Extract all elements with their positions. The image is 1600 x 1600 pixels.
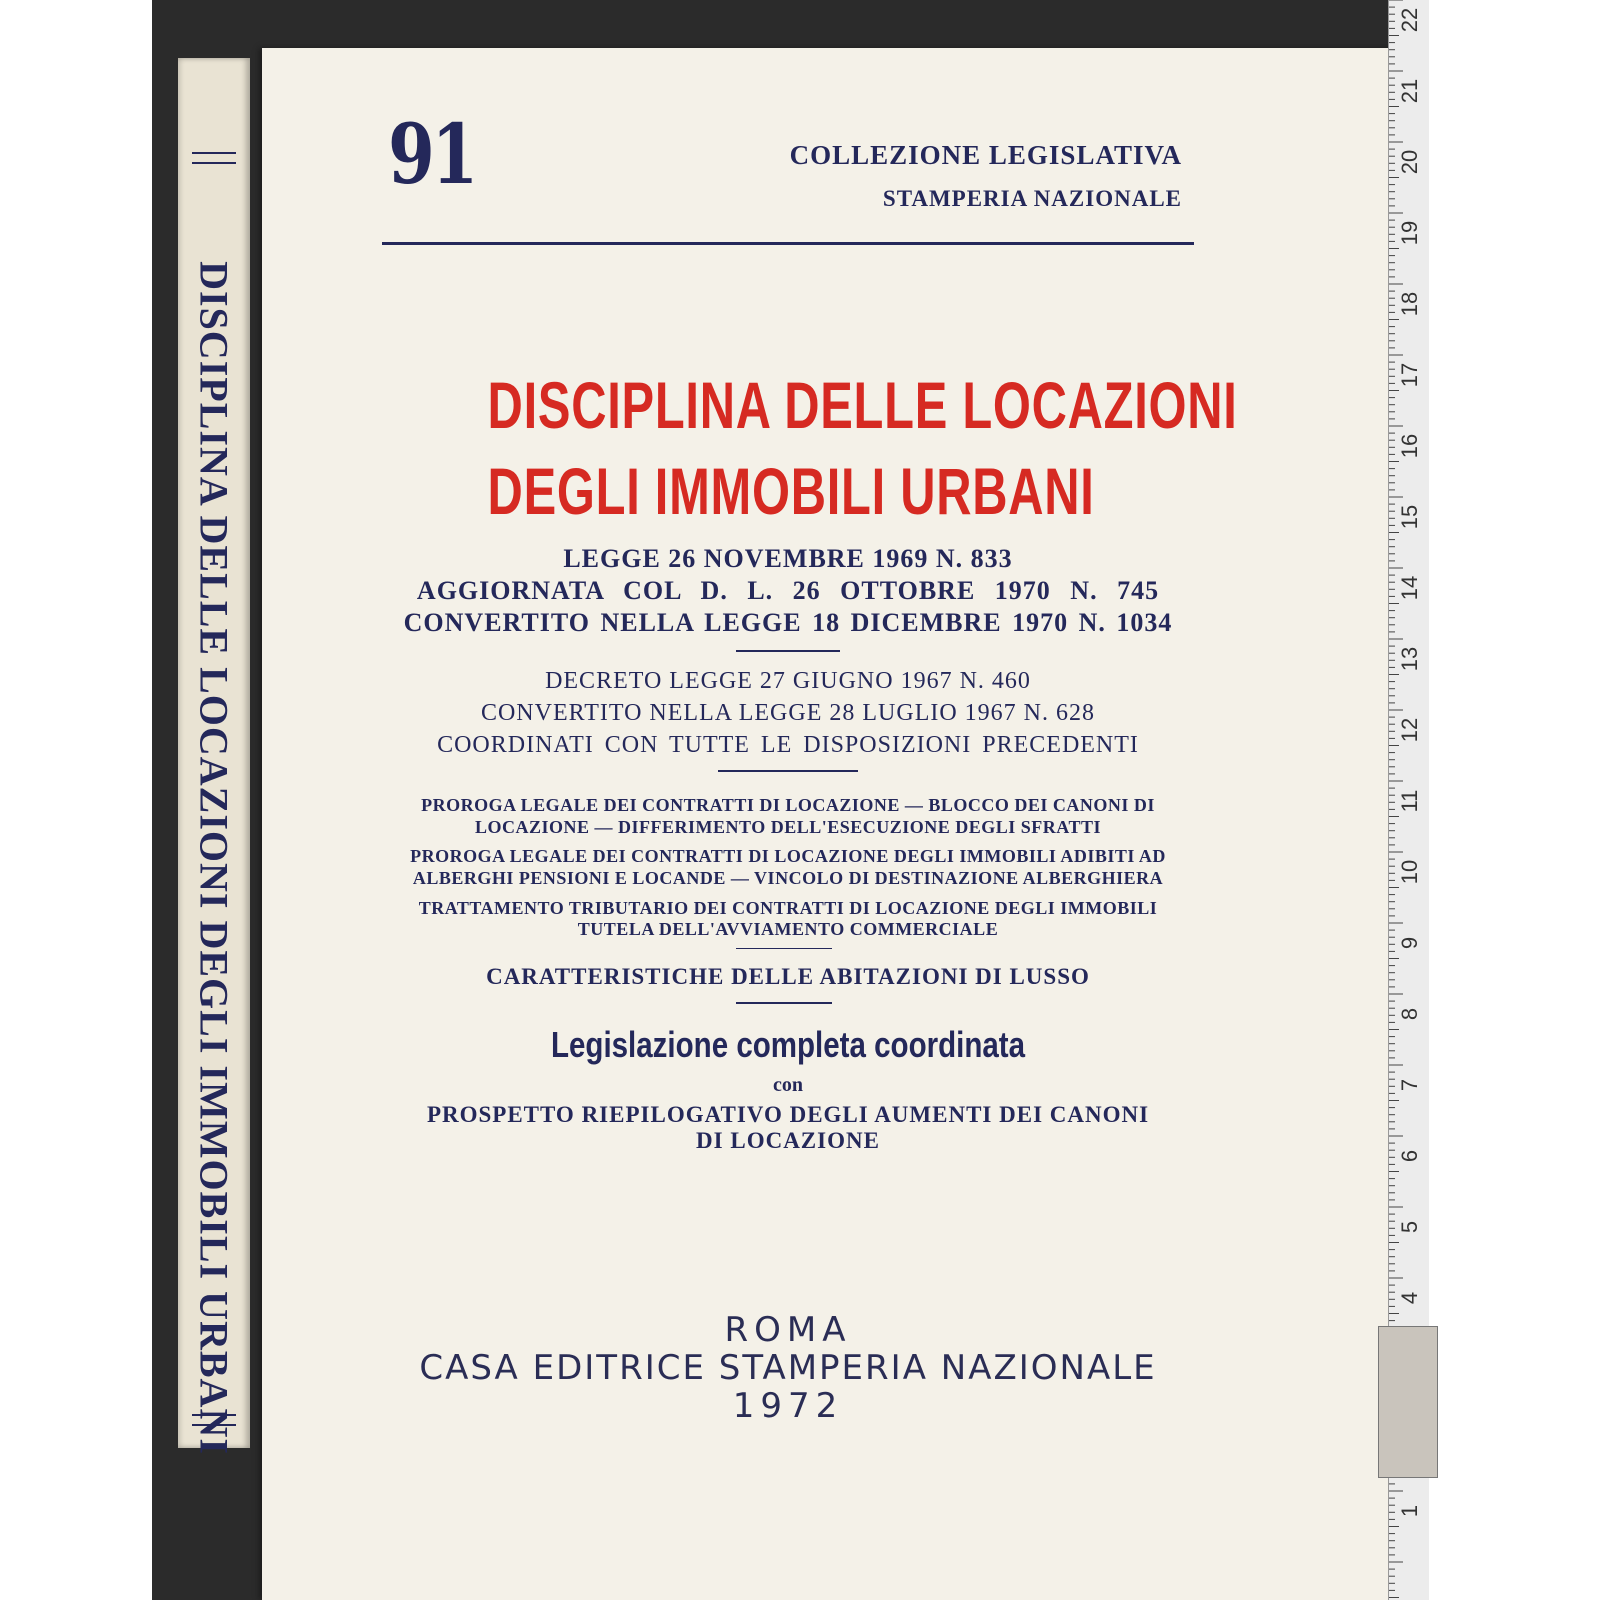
complete-legislation: Legislazione completa coordinata (550, 1024, 1026, 1065)
topic-line-3: PROROGA LEGALE DEI CONTRATTI DI LOCAZIONE DEGLI IMMOBILI ADIBITI AD (410, 846, 1166, 866)
decree-line-1: DECRETO LEGGE 27 GIUGNO 1967 N. 460 (545, 668, 1031, 694)
spine-bottom-rule (192, 1414, 236, 1426)
summary-line-1: PROSPETTO RIEPILOGATIVO DEGLI AUMENTI DEI CANONI (426, 1102, 1150, 1127)
book-cover (262, 48, 1394, 1600)
rule-3 (736, 948, 832, 949)
topic-line-6: TUTELA DELL'AVVIAMENTO COMMERCIALE (577, 919, 999, 939)
publisher-name: CASA EDITRICE STAMPERIA NAZIONALE (419, 1348, 1157, 1388)
publisher-city: ROMA (724, 1310, 852, 1350)
ruler-number: 4 (1397, 1291, 1422, 1305)
ruler-number: 1 (1397, 1504, 1422, 1518)
rule-4 (736, 1002, 832, 1004)
ruler-number: 16 (1397, 433, 1422, 459)
ruler-number: 21 (1397, 78, 1422, 104)
law-line-1: LEGGE 26 NOVEMBRE 1969 N. 833 (563, 544, 1013, 573)
ruler-number: 10 (1397, 859, 1422, 885)
title-line-2: DEGLI IMMOBILI URBANI (487, 454, 1095, 528)
series-number: 91 (388, 107, 476, 203)
ruler-number: 14 (1397, 575, 1422, 601)
ruler-number: 12 (1397, 717, 1422, 743)
decree-line-3: COORDINATI CON TUTTE LE DISPOSIZIONI PRECEDENTI (437, 732, 1139, 758)
ruler-number: 18 (1397, 291, 1422, 317)
topic-line-5: TRATTAMENTO TRIBUTARIO DEI CONTRATTI DI LOCAZIONE DEGLI IMMOBILI (418, 898, 1158, 918)
law-line-3: CONVERTITO NELLA LEGGE 18 DICEMBRE 1970 N. 1034 (403, 608, 1173, 637)
ruler-number: 8 (1397, 1007, 1422, 1021)
ruler-number: 11 (1397, 789, 1422, 813)
ruler-number: 9 (1397, 936, 1422, 950)
ruler-number: 17 (1397, 362, 1422, 388)
rule-2 (718, 770, 858, 772)
ruler-number: 15 (1397, 504, 1422, 530)
decree-line-2: CONVERTITO NELLA LEGGE 28 LUGLIO 1967 N. 628 (480, 700, 1096, 726)
ruler-number: 6 (1397, 1149, 1422, 1163)
luxury-line: CARATTERISTICHE DELLE ABITAZIONI DI LUSSO (486, 964, 1090, 989)
header-rule (382, 242, 1194, 245)
law-line-2: AGGIORNATA COL D. L. 26 OTTOBRE 1970 N. 745 (416, 576, 1160, 605)
ruler-number: 7 (1397, 1078, 1422, 1092)
ruler-number: 13 (1397, 646, 1422, 672)
rule-1 (736, 650, 840, 652)
spine-title: DISCIPLINA DELLE LOCAZIONI DEGLI IMMOBILI URBANI (191, 261, 237, 1455)
topic-line-2: LOCAZIONE — DIFFERIMENTO DELL'ESECUZIONE DEGLI SFRATTI (475, 817, 1101, 837)
publication-year: 1972 (732, 1386, 844, 1426)
topic-line-4: ALBERGHI PENSIONI E LOCANDE — VINCOLO DI DESTINAZIONE ALBERGHIERA (412, 868, 1164, 888)
collection-publisher: STAMPERIA NAZIONALE (882, 186, 1182, 211)
title-line-1: DISCIPLINA DELLE LOCAZIONI (487, 368, 1238, 442)
con-word: con (773, 1074, 803, 1096)
collection-name: COLLEZIONE LEGISLATIVA (789, 140, 1182, 170)
spine-top-rule (192, 152, 236, 164)
ruler-number: 5 (1397, 1220, 1422, 1234)
summary-line-2: DI LOCAZIONE (696, 1128, 880, 1153)
book-spine (178, 58, 250, 1455)
ruler-number: 20 (1397, 149, 1422, 175)
ruler-number: 22 (1397, 7, 1422, 33)
ruler-clip (1378, 1326, 1438, 1478)
ruler-number: 19 (1397, 220, 1422, 246)
topic-line-1: PROROGA LEGALE DEI CONTRATTI DI LOCAZIONE — BLOCCO DEI CANONI DI (421, 795, 1155, 815)
